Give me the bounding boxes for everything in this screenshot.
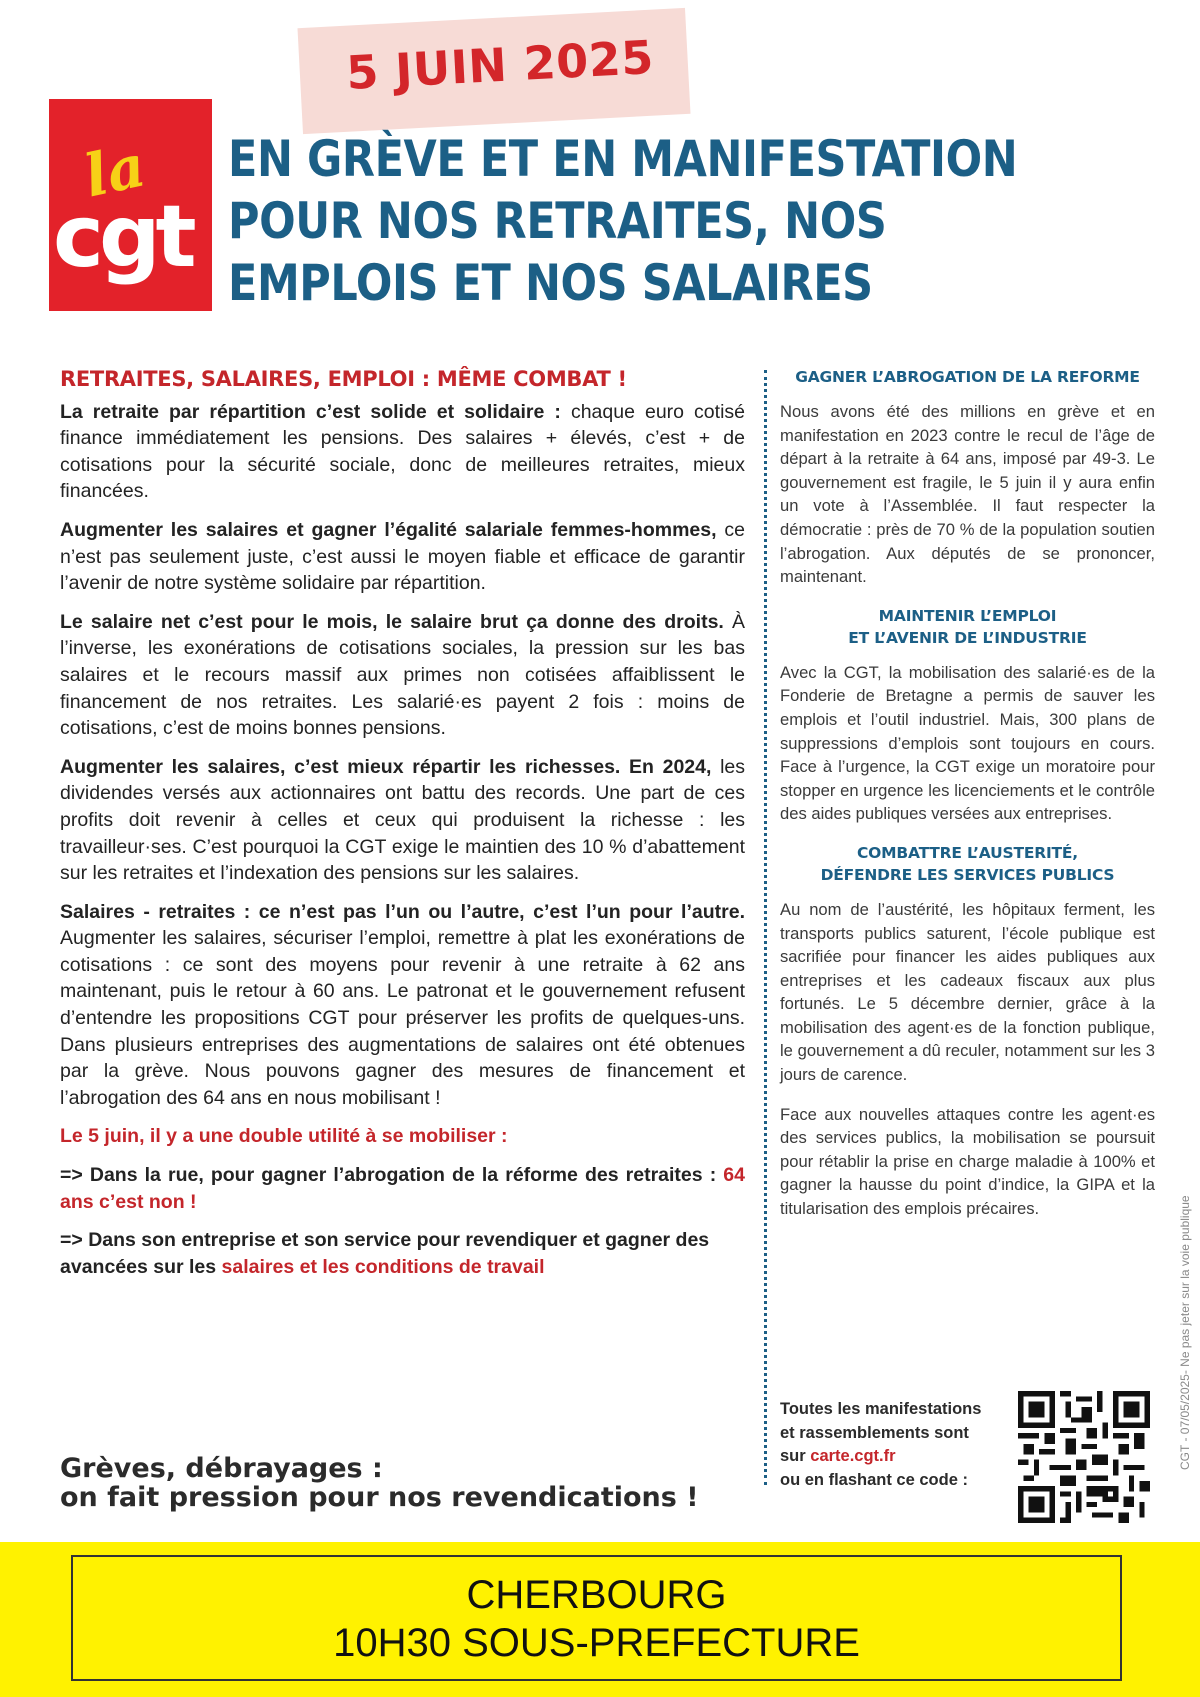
- map-note-prefix: sur: [780, 1447, 811, 1465]
- paragraph-salaire-net: [60, 609, 745, 742]
- paragraph-richesses: [60, 754, 745, 887]
- closing-slogan: [60, 1454, 740, 1512]
- paragraph-salaires-retraites: [60, 899, 745, 1112]
- qr-code-icon[interactable]: [1018, 1391, 1150, 1523]
- paragraph-lead: Salaires - retraites : ce n’est pas l’un ou l’autre, c’est l’un pour l’autre.: [60, 900, 745, 923]
- headline-line-1: EN GRÈVE ET EN MANIFESTATION: [228, 130, 1018, 188]
- sidebar-heading-emploi: [780, 605, 1155, 649]
- heading-line: ET L’AVENIR DE L’INDUSTRIE: [848, 628, 1087, 647]
- bullet-rue: [60, 1162, 745, 1215]
- paragraph-body: les dividendes versés aux actionnaires ont battu des records. Une part de ces profits doit revenir à celles et ceux qui produisent la richesse : les travailleur·ses. C’est pourquoi la CGT exige le maintien des 10 % d’abattement sur les retraites et l’indexation des pensions sur les salaires.: [60, 755, 745, 885]
- map-note: [780, 1398, 1010, 1492]
- paragraph-body: Augmenter les salaires, sécuriser l’emploi, remettre à plat les exonérations de cotisations : ce sont des moyens pour revenir à une retraite à 62 ans maintenant, puis le retour à 60 ans. Le patronat et le gouvernement refusent d’entendre les propositions CGT pour préserver les profits de quelques-uns. Dans plusieurs entreprises des augmentations de salaires ont été obtenues par la grève. Nous pouvons gagner des mesures de financement et l’abrogation des 64 ans en nous mobilisant !: [60, 927, 745, 1109]
- sidebar-paragraph-services-publics: Face aux nouvelles attaques contre les agent·es des services publics, la mobilisation se poursuit pour rétablir la prise en charge maladie à 100% et gagner la hausse du point d’indice, la GIPA et la titularisation des emplois précaires.: [780, 1104, 1155, 1219]
- headline-line-2: POUR NOS RETRAITES, NOS: [228, 192, 887, 250]
- section-title: RETRAITES, SALAIRES, EMPLOI : MÊME COMBAT !: [60, 367, 627, 391]
- map-note-line: et rassemblements sont: [780, 1423, 969, 1442]
- footer-city: CHERBOURG: [466, 1573, 727, 1617]
- main-column: [60, 366, 745, 1292]
- footer-time-place: 10H30 SOUS-PREFECTURE: [333, 1621, 860, 1665]
- map-note-line: [780, 1445, 1010, 1469]
- paragraph-lead: Le salaire net c’est pour le mois, le salaire brut ça donne des droits.: [60, 610, 724, 633]
- paragraph-retraite: [60, 399, 745, 505]
- sidebar-paragraph-austerite: Au nom de l’austérité, les hôpitaux ferment, les transports publics saturent, l’école publique est sacrifiée pour financer les aides publiques aux entreprises et les cadeaux fiscaux aux plus fortunés. Le 5 décembre dernier, grâce à la mobilisation des agent·es de la fonction publique, le gouvernement a dû reculer, notamment sur les 3 jours de carence.: [780, 899, 1155, 1085]
- footer-box: [71, 1555, 1122, 1681]
- mobilisation-highlight: Le 5 juin, il y a une double utilité à se mobiliser :: [60, 1125, 508, 1148]
- sidebar-heading-abrogation: GAGNER L’ABROGATION DE LA REFORME: [795, 368, 1140, 386]
- logo-la-text: la: [78, 131, 152, 211]
- map-note-line: Toutes les manifestations: [780, 1400, 982, 1418]
- bullet-entreprise: [60, 1227, 745, 1280]
- sidebar-column: [780, 366, 1155, 1237]
- paragraph-lead: Augmenter les salaires et gagner l’égalité salariale femmes-hommes,: [60, 518, 717, 541]
- cgt-logo: [49, 99, 212, 311]
- paragraph-lead: Augmenter les salaires, c’est mieux répartir les richesses. En 2024,: [60, 755, 712, 778]
- headline: [228, 128, 1018, 314]
- paragraph-body: chaque euro cotisé finance immédiatement les pensions. Des salaires + élevés, c’est + de cotisations pour la sécurité sociale, donc de meilleures retraites, mieux financées.: [60, 400, 745, 503]
- sidebar-paragraph-emploi: Avec la CGT, la mobilisation des salarié·es de la Fonderie de Bretagne a permis de sauver les emplois et l’outil industriel. Mais, 300 plans de suppressions d’emplois sont toujours en cours. Face à l’urgence, la CGT exige un moratoire pour stopper en urgence les licenciements et le contrôle des aides publiques versées aux entreprises.: [780, 662, 1155, 824]
- map-link[interactable]: carte.cgt.fr: [810, 1447, 896, 1465]
- paragraph-lead: La retraite par répartition c’est solide et solidaire :: [60, 400, 561, 423]
- sidebar-paragraph-abrogation: Nous avons été des millions en grève et en manifestation en 2023 contre le recul de l’âge de départ à la retraite à 64 ans, imposé par 49-3. Le gouvernement est fragile, le 5 juin il y aura enfin un vote à l’Assemblée. Il faut respecter la démocratie : près de 70 % de la population soutien l’abrogation. Aux députés de se prononcer, maintenant.: [780, 402, 1155, 587]
- heading-line: MAINTENIR L’EMPLOI: [878, 606, 1057, 625]
- paragraph-egalite: [60, 517, 745, 597]
- bullet-red-text: salaires et les conditions de travail: [221, 1255, 545, 1278]
- column-divider: [764, 370, 767, 1485]
- side-legal-text: CGT - 07/05/2025- Ne pas jeter sur la voie publique: [1178, 1195, 1192, 1470]
- event-date: 5 JUIN 2025: [344, 29, 656, 101]
- logo-cgt-text: cgt: [53, 187, 192, 287]
- map-note-line: ou en flashant ce code :: [780, 1470, 968, 1489]
- paragraph-body: ce n’est pas seulement juste, c’est aussi le moyen fiable et efficace de garantir l’avenir de notre système solidaire par répartition.: [60, 518, 746, 595]
- footer-banner: [0, 1542, 1200, 1697]
- closing-line-2: on fait pression pour nos revendications !: [60, 1482, 699, 1513]
- bullet-text: => Dans son entreprise et son service pour revendiquer et gagner des avancées sur les: [60, 1229, 710, 1278]
- paragraph-body: À l’inverse, les exonérations de cotisations sociales, la pression sur les bas salaires et le recours massif aux primes non cotisées affaiblissent le financement de nos retraites. Les salarié·es payent 2 fois : moins de cotisations, c’est de moins bonnes pensions.: [60, 610, 745, 740]
- headline-line-3: EMPLOIS ET NOS SALAIRES: [228, 254, 873, 312]
- heading-line: COMBATTRE L’AUSTERITÉ,: [857, 843, 1078, 862]
- heading-line: DÉFENDRE LES SERVICES PUBLICS: [820, 865, 1115, 884]
- bullet-red-text: 64 ans c’est non !: [60, 1164, 745, 1213]
- closing-line-1: Grèves, débrayages :: [60, 1453, 383, 1484]
- bullet-text: => Dans la rue, pour gagner l’abrogation de la réforme des retraites :: [60, 1164, 724, 1187]
- sidebar-heading-austerite: [780, 842, 1155, 886]
